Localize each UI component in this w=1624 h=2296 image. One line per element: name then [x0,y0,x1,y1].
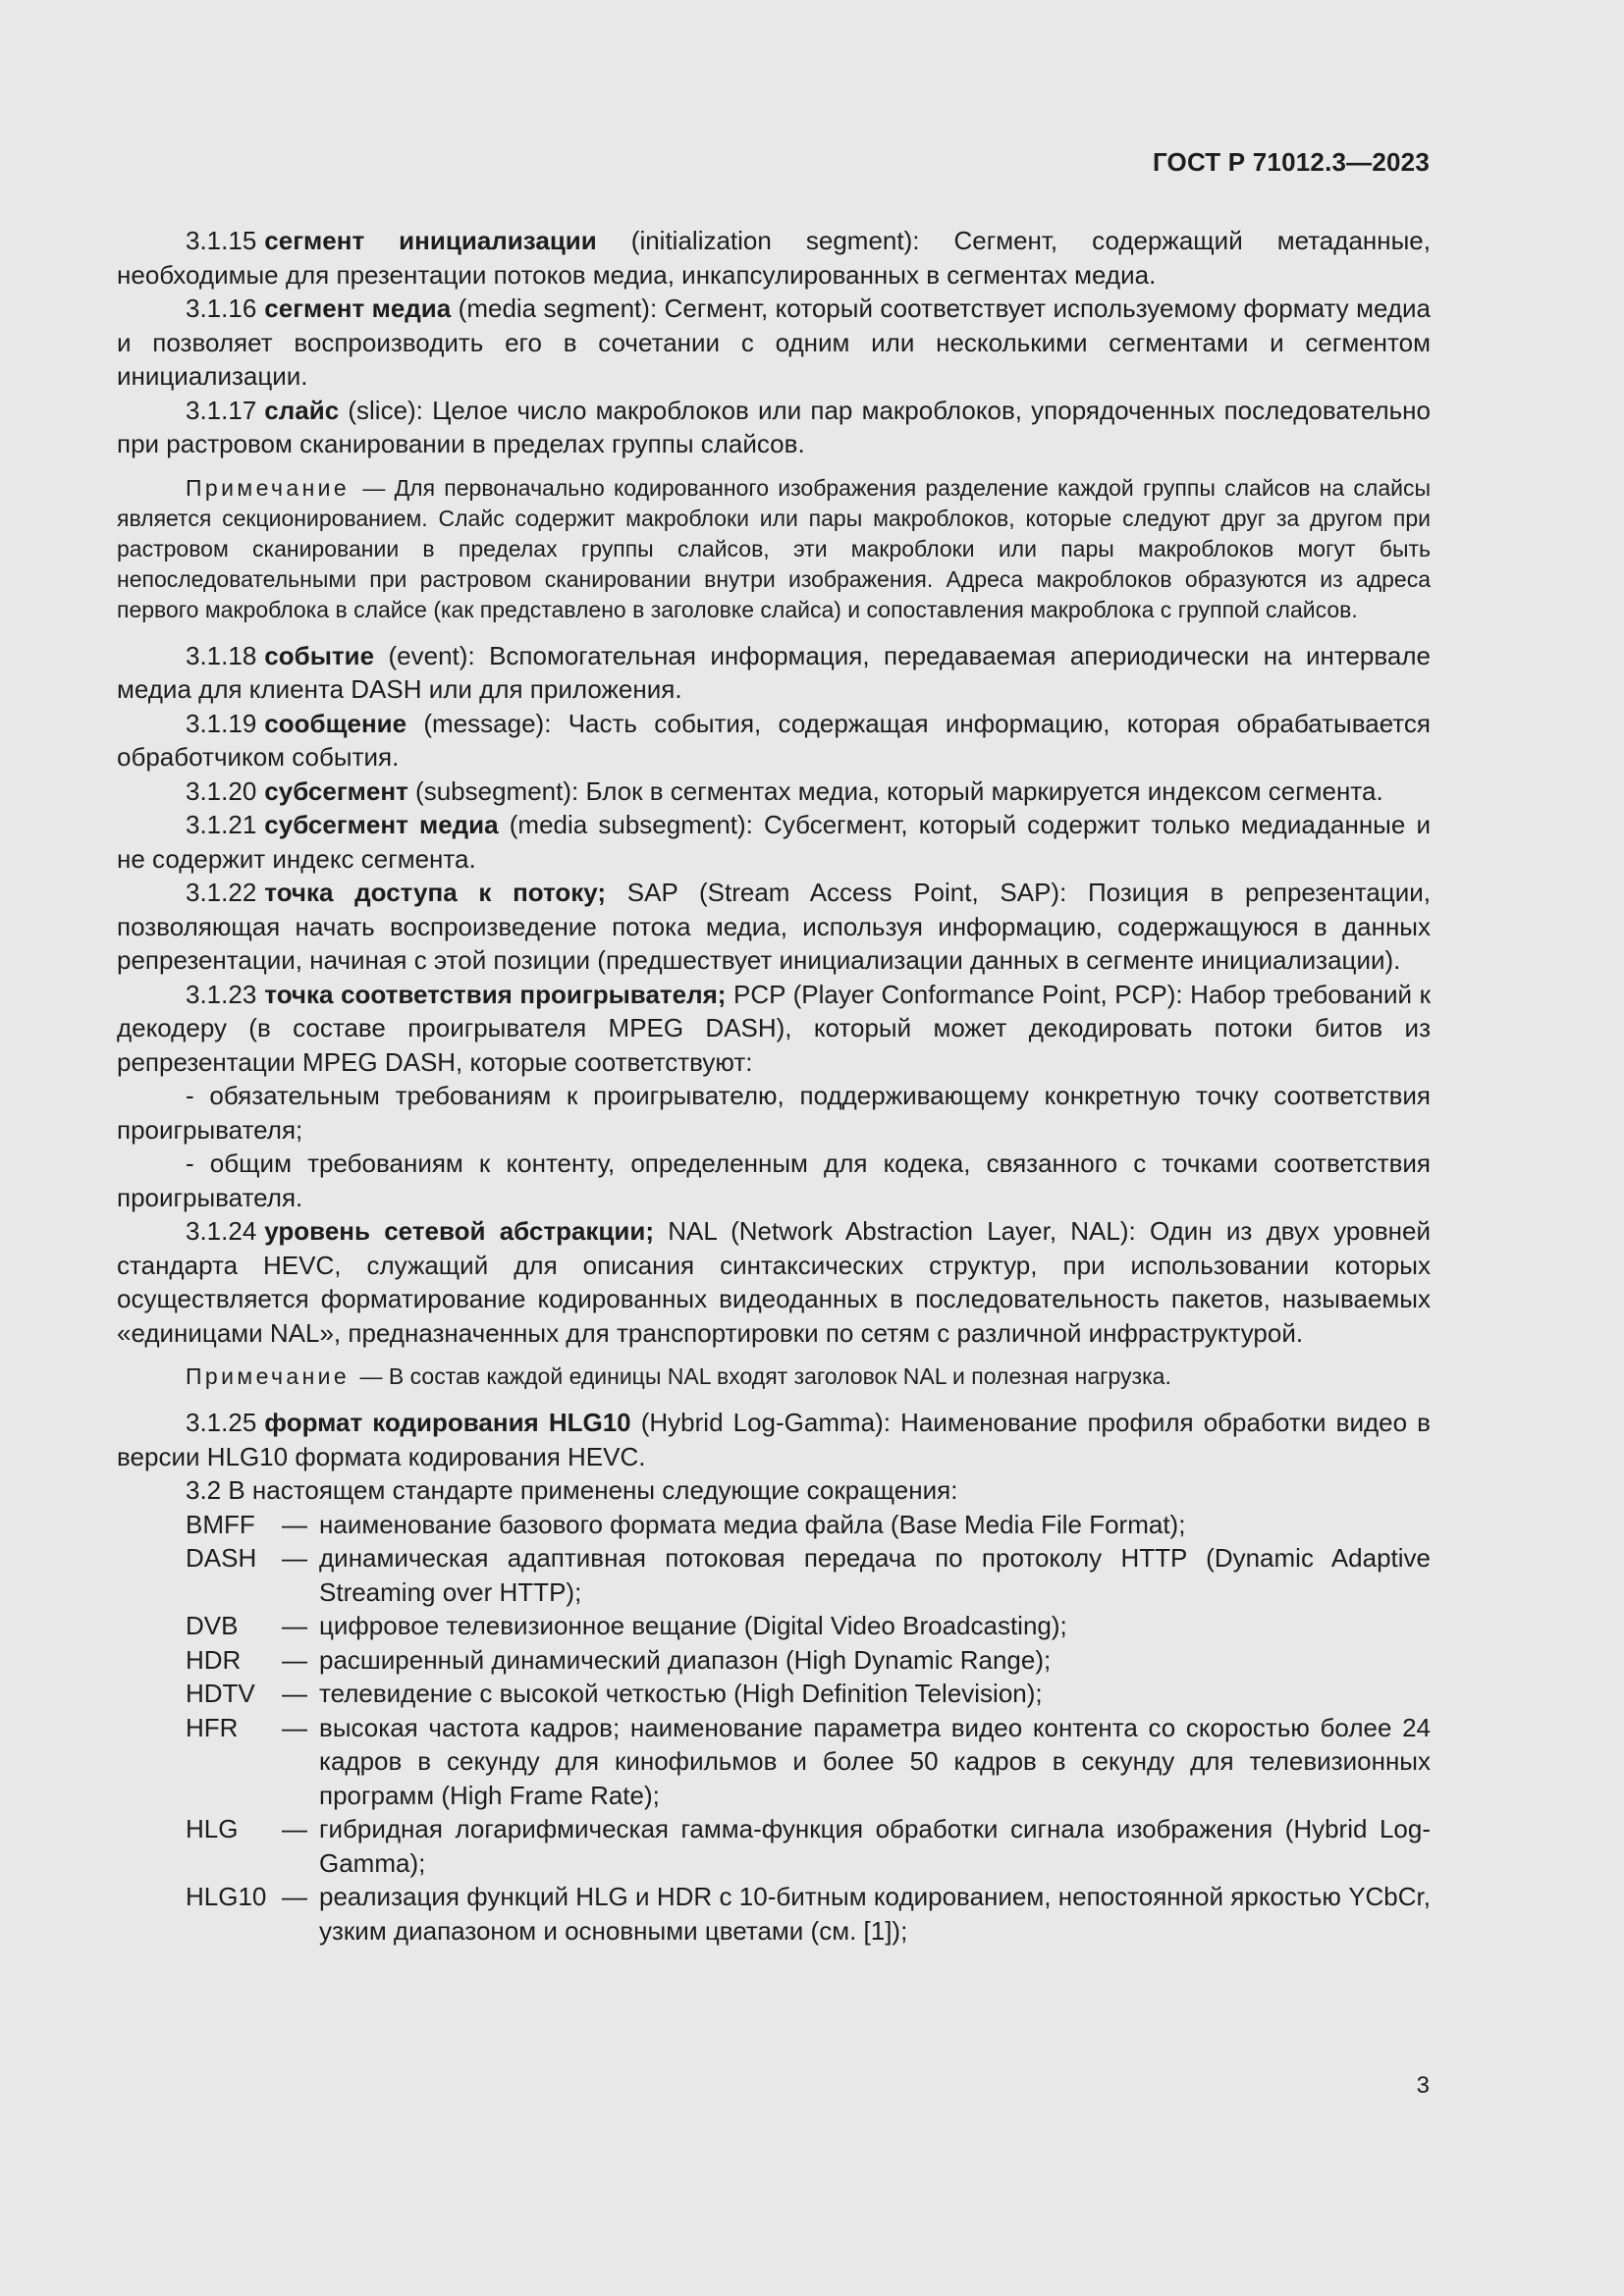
list-item: - обязательным требованиям к проигрывателю, поддерживающему конкретную точку соответствия проигрывателя; [117,1081,1431,1145]
note-label: Примечание [186,1363,351,1389]
abbreviation-term: HDTV [186,1679,255,1708]
abbreviation-dash: — [282,1712,307,1742]
abbreviations-intro: 3.2 В настоящем стандарте применены следующие сокращения: [186,1475,958,1505]
note-nal [117,1362,1431,1392]
term-definition: (media subsegment): Субсегмент, который содержит только медиаданные и не содержит индекс сегмента. [117,810,1431,874]
term-number: 3.1.21 [186,810,257,839]
definition-3-1-23 [117,978,1431,1080]
term-definition: (initialization segment): Сегмент, содержащий метаданные, необходимые для презентации потоков медиа, инкапсулированных в сегментах медиа. [117,226,1431,290]
term-definition: (slice): Целое число макроблоков или пар макроблоков, упорядоченных последовательно при растровом сканировании в пределах группы слайсов. [117,395,1431,458]
definition-3-1-19 [117,707,1431,774]
term-name: сегмент инициализации [264,226,597,255]
definition-3-1-17 [117,394,1431,461]
abbreviation-row [186,1643,1431,1678]
abbreviation-definition: гибридная логарифмическая гамма-функция обработки сигнала изображения (Hybrid Log-Gamma); [319,1814,1431,1878]
definition-3-1-20 [117,774,1431,809]
term-number: 3.1.20 [186,775,257,806]
term-name: слайс [264,395,340,425]
definition-3-1-15 [117,224,1431,292]
abbreviation-term: BMFF [186,1509,255,1539]
abbreviation-dash: — [282,1814,307,1843]
term-number: 3.1.15 [186,226,257,255]
term-name: субсегмент медиа [264,810,499,839]
term-definition: (subsegment): Блок в сегментах медиа, который маркируется индексом сегмента. [407,775,1383,806]
term-name: точка доступа к потоку; [264,878,607,907]
term-number: 3.1.16 [186,294,257,323]
page-number: 3 [1416,2072,1430,2099]
definition-3-1-25 [117,1406,1431,1473]
term-name: точка соответствия проигрывателя; [264,979,727,1009]
abbreviation-term: DVB [186,1611,239,1640]
note-label: Примечание [186,474,351,501]
term-name: формат кодирования HLG10 [264,1408,631,1437]
term-number: 3.1.22 [186,878,257,907]
abbreviation-definition: реализация функций HLG и HDR с 10-битным кодированием, непостоянной яркостью YCbCr, узким диапазоном и основными цветами (см. [1]); [319,1882,1431,1946]
list-item: - общим требованиям к контенту, определенным для кодека, связанного с точками соответствия проигрывателя. [117,1148,1431,1212]
term-name: уровень сетевой абстракции; [264,1216,655,1246]
term-number: 3.1.23 [186,979,257,1009]
abbreviation-row [186,1541,1431,1609]
abbreviation-row [186,1609,1431,1643]
abbreviation-term: DASH [186,1543,257,1573]
abbreviation-term: HDR [186,1644,242,1675]
term-number: 3.1.25 [186,1408,257,1437]
term-definition: (media segment): Сегмент, который соответствует используемому формату медиа и позволяет воспроизводить его в сочетании с одним или несколькими сегментами и сегментом инициализации. [117,294,1431,391]
definition-3-1-21 [117,808,1431,876]
abbreviation-dash: — [282,1679,307,1708]
abbreviation-row [186,1677,1431,1711]
abbreviation-dash: — [282,1509,307,1539]
abbreviation-definition: расширенный динамический диапазон (High Dynamic Range); [319,1644,1052,1675]
term-number: 3.1.24 [186,1216,257,1246]
abbreviation-definition: цифровое телевизионное вещание (Digital Video Broadcasting); [319,1611,1067,1640]
term-name: событие [264,640,375,670]
abbreviation-row [186,1880,1431,1948]
abbreviation-dash: — [282,1882,307,1911]
term-definition: SAP (Stream Access Point, SAP): Позиция в репрезентации, позволяющая начать воспроизведение потока медиа, используя информацию, содержащуюся в данных репрезентации, начиная с этой позиции (предшествует инициализации данных в сегменте инициализации). [117,878,1431,975]
abbreviation-term: HLG [186,1814,239,1843]
term-name: субсегмент [264,775,408,806]
definition-3-1-18 [117,639,1431,707]
term-number: 3.1.18 [186,640,257,670]
abbreviation-dash: — [282,1644,307,1675]
term-definition: PCP (Player Conformance Point, PCP): Набор требований к декодеру (в составе проигрывателя MPEG DASH), который может декодировать потоки битов из репрезентации MPEG DASH, которые соответствуют: [117,979,1432,1077]
term-definition: (Hybrid Log-Gamma): Наименование профиля обработки видео в версии HLG10 формата кодирования HEVC. [117,1408,1431,1471]
abbreviation-dash: — [282,1543,307,1573]
note-text: — В состав каждой единицы NAL входят заголовок NAL и полезная нагрузка. [353,1363,1171,1389]
abbreviation-definition: телевидение с высокой четкостью (High Definition Television); [319,1679,1043,1708]
abbreviation-term: HLG10 [186,1882,267,1911]
abbreviation-dash: — [282,1611,307,1640]
term-name: сегмент медиа [264,294,452,323]
note-text: — Для первоначально кодированного изображения разделение каждой группы слайсов на слайсы является секционированием. Слайс содержит макроблоки или пары макроблоков, которые следуют друг за другом при растровом сканировании в пределах группы слайсов, эти макроблоки или пары макроблоков могут быть непоследовательными при растровом сканировании внутри изображения. Адреса макроблоков образуются из адреса первого макроблока в слайсе (как представлено в заголовке слайса) и сопоставления макроблока с группой слайсов. [117,474,1431,622]
term-number: 3.1.17 [186,395,257,425]
definition-3-1-16 [117,292,1431,394]
standard-id-header: ГОСТ Р 71012.3—2023 [1152,147,1430,177]
abbreviation-row [186,1711,1431,1813]
abbreviation-definition: наименование базового формата медиа файла (Base Media File Format); [319,1509,1186,1539]
abbreviation-row [186,1508,1431,1542]
definition-3-1-24 [117,1214,1431,1350]
term-definition: (event): Вспомогательная информация, передаваемая апериодически на интервале медиа для клиента DASH или для приложения. [117,640,1431,704]
definition-3-1-22 [117,876,1431,978]
term-name: сообщение [264,708,407,738]
note-slice [117,473,1431,625]
abbreviation-row [186,1812,1431,1880]
term-number: 3.1.19 [186,708,257,738]
abbreviation-definition: динамическая адаптивная потоковая передача по протоколу HTTP (Dynamic Adaptive Streaming over HTTP); [319,1543,1431,1607]
term-definition: NAL (Network Abstraction Layer, NAL): Один из двух уровней стандарта HEVC, служащий для описания синтаксических структур, при использовании которых осуществляется форматирование кодированных видеоданных в последовательность пакетов, называемых «единицами NAL», предназначенных для транспортировки по сетям с различной инфраструктурой. [117,1216,1431,1348]
page-content [117,224,1431,1948]
abbreviation-definition: высокая частота кадров; наименование параметра видео контента со скоростью более 24 кадров в секунду для кинофильмов и более 50 кадров в секунду для телевизионных программ (High Frame Rate); [319,1712,1431,1810]
abbreviations-list [117,1508,1431,1949]
abbreviation-term: HFR [186,1712,239,1742]
term-definition: (message): Часть события, содержащая информацию, которая обрабатывается обработчиком события. [117,708,1431,772]
